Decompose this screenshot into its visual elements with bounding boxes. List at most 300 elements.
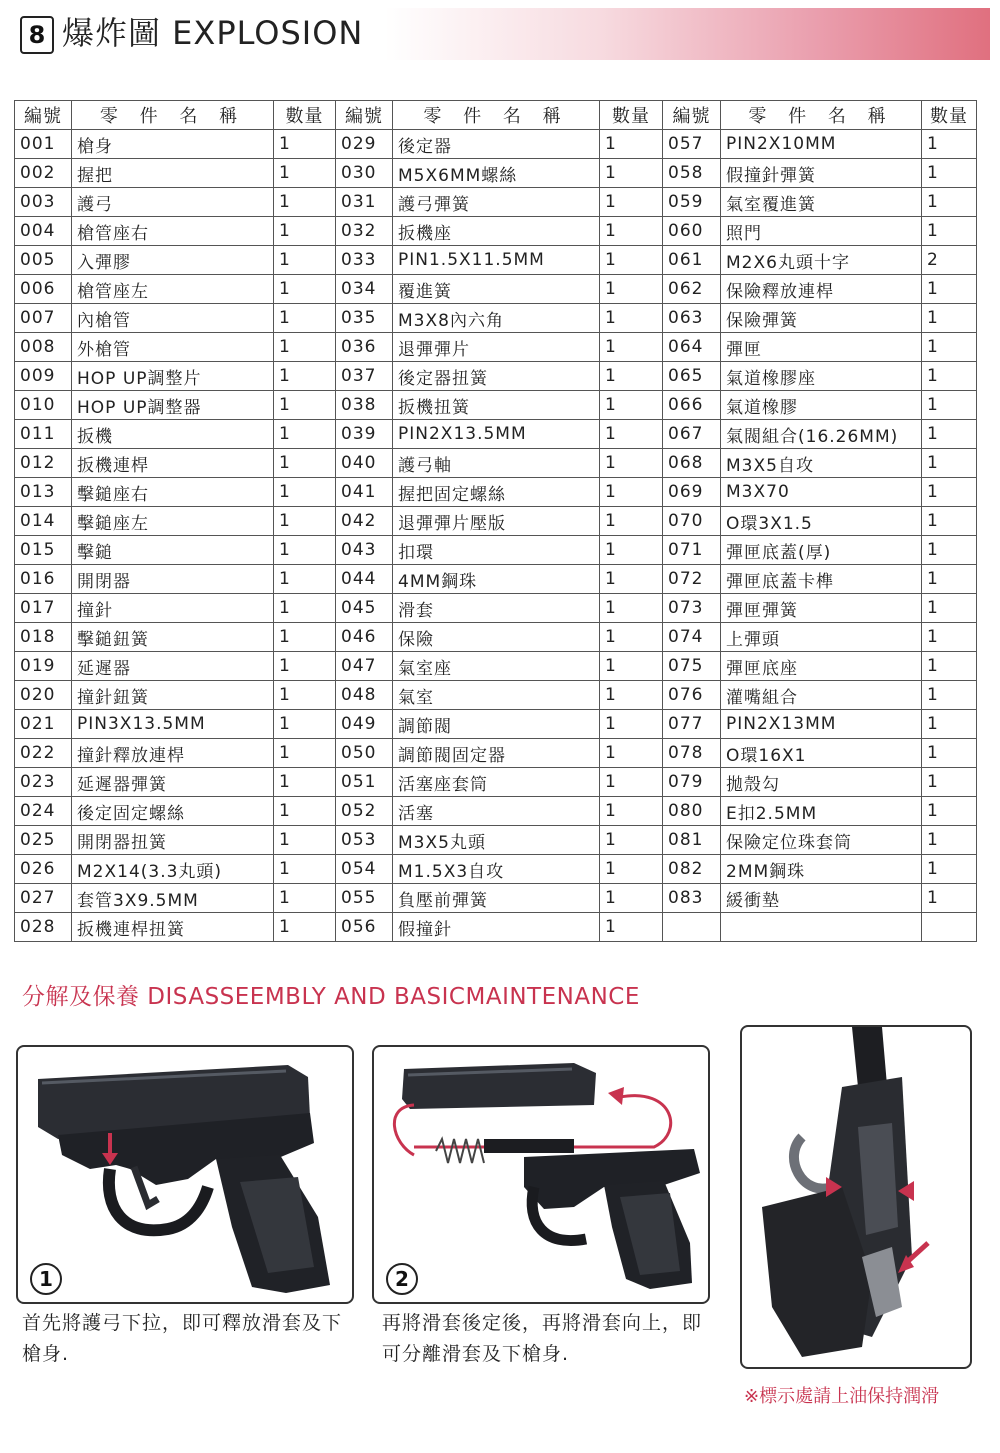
part-qty-cell: 1 <box>922 217 977 246</box>
part-no-cell: 080 <box>663 797 721 826</box>
table-row <box>15 536 977 565</box>
header-qty: 數量 <box>922 101 977 130</box>
table-row <box>15 188 977 217</box>
step-2-caption: 再將滑套後定後，再將滑套向上，即可分離滑套及下槍身. <box>382 1312 703 1365</box>
section-number-badge: 8 <box>20 16 54 54</box>
part-qty-cell: 1 <box>922 768 977 797</box>
part-qty-cell: 1 <box>600 652 663 681</box>
part-name-cell: PIN1.5X11.5MM <box>393 246 600 275</box>
header-no: 編號 <box>15 101 72 130</box>
part-qty-cell: 1 <box>922 507 977 536</box>
part-name-cell: PIN3X13.5MM <box>72 710 274 739</box>
part-qty-cell: 1 <box>274 362 336 391</box>
part-no-cell: 028 <box>15 913 72 942</box>
page-header <box>0 0 1000 66</box>
part-name-cell: 握把固定螺絲 <box>393 478 600 507</box>
part-name-cell: HOP UP調整片 <box>72 362 274 391</box>
part-name-cell: 槍身 <box>72 130 274 159</box>
part-qty-cell: 1 <box>600 710 663 739</box>
part-no-cell: 019 <box>15 652 72 681</box>
part-name-cell: 扳機座 <box>393 217 600 246</box>
table-row <box>15 478 977 507</box>
table-row <box>15 362 977 391</box>
part-no-cell: 009 <box>15 362 72 391</box>
part-no-cell: 002 <box>15 159 72 188</box>
part-no-cell: 027 <box>15 884 72 913</box>
table-row <box>15 217 977 246</box>
part-name-cell: 退彈彈片壓版 <box>393 507 600 536</box>
part-qty-cell: 1 <box>922 681 977 710</box>
part-qty-cell: 1 <box>274 710 336 739</box>
part-qty-cell: 1 <box>600 246 663 275</box>
part-qty-cell: 1 <box>274 478 336 507</box>
part-no-cell: 043 <box>336 536 393 565</box>
table-row <box>15 623 977 652</box>
part-qty-cell: 1 <box>922 188 977 217</box>
part-no-cell: 054 <box>336 855 393 884</box>
part-name-cell: 套管3X9.5MM <box>72 884 274 913</box>
part-name-cell: O環3X1.5 <box>721 507 922 536</box>
part-qty-cell: 1 <box>274 188 336 217</box>
table-header-row <box>15 101 977 130</box>
part-qty-cell: 1 <box>600 826 663 855</box>
part-no-cell: 036 <box>336 333 393 362</box>
part-name-cell: 扳機連桿 <box>72 449 274 478</box>
part-qty-cell: 1 <box>922 362 977 391</box>
part-qty-cell: 1 <box>600 623 663 652</box>
part-name-cell: 拋殼勾 <box>721 768 922 797</box>
part-qty-cell: 1 <box>274 130 336 159</box>
part-no-cell: 051 <box>336 768 393 797</box>
part-name-cell: 延遲器 <box>72 652 274 681</box>
part-name-cell: 氣道橡膠 <box>721 391 922 420</box>
header-qty: 數量 <box>600 101 663 130</box>
part-name-cell: 後定固定螺絲 <box>72 797 274 826</box>
part-name-cell: 護弓彈簧 <box>393 188 600 217</box>
part-no-cell: 068 <box>663 449 721 478</box>
part-no-cell: 045 <box>336 594 393 623</box>
part-qty-cell: 1 <box>274 565 336 594</box>
header-qty: 數量 <box>274 101 336 130</box>
part-no-cell: 023 <box>15 768 72 797</box>
part-name-cell: 擊鎚鈕簧 <box>72 623 274 652</box>
part-qty-cell: 1 <box>274 449 336 478</box>
part-qty-cell: 1 <box>274 913 336 942</box>
part-no-cell: 025 <box>15 826 72 855</box>
part-name-cell: 灌嘴組合 <box>721 681 922 710</box>
part-no-cell: 017 <box>15 594 72 623</box>
part-qty-cell: 1 <box>274 652 336 681</box>
part-no-cell: 075 <box>663 652 721 681</box>
part-name-cell: 後定器扭簧 <box>393 362 600 391</box>
part-no-cell: 022 <box>15 739 72 768</box>
part-no-cell: 073 <box>663 594 721 623</box>
part-name-cell: 滑套 <box>393 594 600 623</box>
part-name-cell: 照門 <box>721 217 922 246</box>
table-row <box>15 739 977 768</box>
lubrication-points-photo <box>740 1025 972 1369</box>
part-qty-cell <box>922 913 977 942</box>
part-no-cell: 078 <box>663 739 721 768</box>
part-no-cell: 004 <box>15 217 72 246</box>
part-qty-cell: 1 <box>274 623 336 652</box>
part-qty-cell: 1 <box>600 159 663 188</box>
part-name-cell: 保險定位珠套筒 <box>721 826 922 855</box>
part-qty-cell: 1 <box>600 536 663 565</box>
table-row <box>15 826 977 855</box>
part-qty-cell: 1 <box>274 536 336 565</box>
part-name-cell: 2MM鋼珠 <box>721 855 922 884</box>
part-no-cell: 035 <box>336 304 393 333</box>
part-name-cell: 護弓 <box>72 188 274 217</box>
table-row <box>15 507 977 536</box>
table-row <box>15 797 977 826</box>
part-name-cell: 彈匣底座 <box>721 652 922 681</box>
part-name-cell: 活塞 <box>393 797 600 826</box>
part-no-cell: 037 <box>336 362 393 391</box>
part-qty-cell: 1 <box>600 855 663 884</box>
part-qty-cell: 1 <box>922 565 977 594</box>
part-no-cell: 008 <box>15 333 72 362</box>
part-qty-cell: 1 <box>922 304 977 333</box>
part-qty-cell: 1 <box>922 710 977 739</box>
part-name-cell: 緩衝墊 <box>721 884 922 913</box>
part-no-cell: 048 <box>336 681 393 710</box>
part-no-cell: 055 <box>336 884 393 913</box>
step-2-photo <box>372 1045 710 1304</box>
part-no-cell: 042 <box>336 507 393 536</box>
part-name-cell: 氣室 <box>393 681 600 710</box>
part-qty-cell: 1 <box>922 420 977 449</box>
disassembly-title: 分解及保養 DISASSEEMBLY AND BASICMAINTENANCE <box>22 984 640 1010</box>
part-name-cell: 保險 <box>393 623 600 652</box>
part-qty-cell: 1 <box>922 739 977 768</box>
part-no-cell: 046 <box>336 623 393 652</box>
part-qty-cell: 1 <box>274 826 336 855</box>
lubrication-note: ※標示處請上油保持潤滑 <box>744 1386 940 1407</box>
part-no-cell: 059 <box>663 188 721 217</box>
part-no-cell: 029 <box>336 130 393 159</box>
section-title: 爆炸圖 EXPLOSION <box>62 14 364 52</box>
table-row <box>15 768 977 797</box>
table-row <box>15 420 977 449</box>
lubrication-illustration <box>742 1027 970 1367</box>
part-no-cell: 076 <box>663 681 721 710</box>
part-qty-cell: 1 <box>600 217 663 246</box>
part-name-cell: 氣室覆進簧 <box>721 188 922 217</box>
part-name-cell: O環16X1 <box>721 739 922 768</box>
table-row <box>15 449 977 478</box>
part-no-cell: 010 <box>15 391 72 420</box>
table-row <box>15 565 977 594</box>
part-no-cell: 047 <box>336 652 393 681</box>
part-qty-cell: 1 <box>600 130 663 159</box>
parts-table <box>14 100 977 942</box>
part-name-cell: M5X6MM螺絲 <box>393 159 600 188</box>
part-no-cell: 052 <box>336 797 393 826</box>
part-name-cell: 彈匣彈簧 <box>721 594 922 623</box>
part-no-cell: 041 <box>336 478 393 507</box>
part-no-cell: 082 <box>663 855 721 884</box>
table-row <box>15 594 977 623</box>
part-name-cell: 扣環 <box>393 536 600 565</box>
part-name-cell: M2X14(3.3丸頭) <box>72 855 274 884</box>
part-name-cell: 擊鎚 <box>72 536 274 565</box>
part-no-cell: 062 <box>663 275 721 304</box>
part-qty-cell: 1 <box>922 652 977 681</box>
part-name-cell: 擊鎚座左 <box>72 507 274 536</box>
part-name-cell: 內槍管 <box>72 304 274 333</box>
part-qty-cell: 1 <box>922 536 977 565</box>
part-qty-cell: 1 <box>274 391 336 420</box>
part-no-cell: 063 <box>663 304 721 333</box>
part-name-cell: 負壓前彈簧 <box>393 884 600 913</box>
part-name-cell: PIN2X13.5MM <box>393 420 600 449</box>
part-no-cell: 049 <box>336 710 393 739</box>
part-name-cell: 槍管座右 <box>72 217 274 246</box>
part-qty-cell: 1 <box>922 391 977 420</box>
part-no-cell: 015 <box>15 536 72 565</box>
table-row <box>15 304 977 333</box>
part-name-cell: 保險釋放連桿 <box>721 275 922 304</box>
part-qty-cell: 1 <box>274 420 336 449</box>
part-no-cell: 071 <box>663 536 721 565</box>
step-1-caption: 首先將護弓下拉，即可釋放滑套及下槍身. <box>22 1312 343 1365</box>
part-name-cell: 扳機扭簧 <box>393 391 600 420</box>
part-name-cell: 氣室座 <box>393 652 600 681</box>
part-qty-cell: 1 <box>600 739 663 768</box>
part-name-cell: 外槍管 <box>72 333 274 362</box>
part-no-cell: 020 <box>15 681 72 710</box>
part-name-cell: 延遲器彈簧 <box>72 768 274 797</box>
part-qty-cell: 1 <box>274 681 336 710</box>
part-name-cell: 氣道橡膠座 <box>721 362 922 391</box>
part-qty-cell: 1 <box>274 159 336 188</box>
part-name-cell: PIN2X13MM <box>721 710 922 739</box>
part-no-cell: 057 <box>663 130 721 159</box>
table-row <box>15 855 977 884</box>
part-no-cell: 074 <box>663 623 721 652</box>
part-qty-cell: 1 <box>922 594 977 623</box>
table-row <box>15 275 977 304</box>
part-name-cell: 上彈頭 <box>721 623 922 652</box>
part-qty-cell: 1 <box>600 478 663 507</box>
part-name-cell: 開閉器扭簧 <box>72 826 274 855</box>
part-name-cell: 假撞針 <box>393 913 600 942</box>
part-no-cell: 026 <box>15 855 72 884</box>
part-no-cell: 065 <box>663 362 721 391</box>
part-name-cell: M3X5自攻 <box>721 449 922 478</box>
part-no-cell: 072 <box>663 565 721 594</box>
part-no-cell: 044 <box>336 565 393 594</box>
part-no-cell: 066 <box>663 391 721 420</box>
part-no-cell: 056 <box>336 913 393 942</box>
part-name-cell: M3X5丸頭 <box>393 826 600 855</box>
part-name-cell: 4MM鋼珠 <box>393 565 600 594</box>
part-no-cell: 001 <box>15 130 72 159</box>
part-no-cell: 040 <box>336 449 393 478</box>
table-row <box>15 710 977 739</box>
part-qty-cell: 1 <box>274 217 336 246</box>
part-no-cell: 006 <box>15 275 72 304</box>
header-no: 編號 <box>663 101 721 130</box>
part-no-cell: 032 <box>336 217 393 246</box>
part-qty-cell: 1 <box>600 681 663 710</box>
parts-table-body <box>15 130 977 942</box>
part-qty-cell: 1 <box>600 304 663 333</box>
part-no-cell: 033 <box>336 246 393 275</box>
part-name-cell: 彈匣 <box>721 333 922 362</box>
part-no-cell: 061 <box>663 246 721 275</box>
part-name-cell: 扳機連桿扭簧 <box>72 913 274 942</box>
part-name-cell: 入彈膠 <box>72 246 274 275</box>
part-qty-cell: 1 <box>274 275 336 304</box>
table-row <box>15 246 977 275</box>
part-name-cell: 彈匣底蓋卡榫 <box>721 565 922 594</box>
part-qty-cell: 1 <box>600 507 663 536</box>
header-name: 零 件 名 稱 <box>72 101 274 130</box>
part-qty-cell: 1 <box>922 884 977 913</box>
header-name: 零 件 名 稱 <box>393 101 600 130</box>
header-no: 編號 <box>336 101 393 130</box>
pistol-illustration-1 <box>18 1047 352 1302</box>
part-no-cell: 079 <box>663 768 721 797</box>
part-name-cell: 調節閥固定器 <box>393 739 600 768</box>
part-name-cell: 握把 <box>72 159 274 188</box>
part-no-cell: 081 <box>663 826 721 855</box>
part-qty-cell: 1 <box>274 507 336 536</box>
part-name-cell: 護弓軸 <box>393 449 600 478</box>
part-no-cell: 039 <box>336 420 393 449</box>
part-qty-cell: 1 <box>600 275 663 304</box>
part-no-cell: 058 <box>663 159 721 188</box>
part-qty-cell: 1 <box>274 304 336 333</box>
pistol-illustration-2 <box>374 1047 708 1302</box>
part-qty-cell: 1 <box>922 275 977 304</box>
part-qty-cell: 1 <box>922 333 977 362</box>
part-name-cell: 撞針鈕簧 <box>72 681 274 710</box>
part-qty-cell: 1 <box>600 362 663 391</box>
part-qty-cell: 1 <box>600 449 663 478</box>
part-name-cell: 假撞針彈簧 <box>721 159 922 188</box>
part-qty-cell: 1 <box>600 188 663 217</box>
part-no-cell: 003 <box>15 188 72 217</box>
part-no-cell: 018 <box>15 623 72 652</box>
part-name-cell: 擊鎚座右 <box>72 478 274 507</box>
part-no-cell: 064 <box>663 333 721 362</box>
part-name-cell: 撞針 <box>72 594 274 623</box>
header-name: 零 件 名 稱 <box>721 101 922 130</box>
part-name-cell: 後定器 <box>393 130 600 159</box>
part-no-cell: 007 <box>15 304 72 333</box>
part-name-cell: 撞針釋放連桿 <box>72 739 274 768</box>
table-row <box>15 681 977 710</box>
part-qty-cell: 1 <box>274 884 336 913</box>
part-no-cell: 069 <box>663 478 721 507</box>
part-name-cell: 調節閥 <box>393 710 600 739</box>
part-no-cell: 024 <box>15 797 72 826</box>
part-qty-cell: 1 <box>922 855 977 884</box>
part-qty-cell: 1 <box>922 159 977 188</box>
part-qty-cell: 1 <box>274 739 336 768</box>
part-name-cell: 彈匣底蓋(厚) <box>721 536 922 565</box>
part-name-cell: M3X8內六角 <box>393 304 600 333</box>
part-name-cell: 扳機 <box>72 420 274 449</box>
part-name-cell: 氣閥組合(16.26MM) <box>721 420 922 449</box>
part-qty-cell: 1 <box>600 391 663 420</box>
part-qty-cell: 1 <box>600 797 663 826</box>
part-qty-cell: 1 <box>274 246 336 275</box>
part-name-cell: M2X6丸頭十字 <box>721 246 922 275</box>
part-no-cell: 030 <box>336 159 393 188</box>
part-name-cell: M1.5X3自攻 <box>393 855 600 884</box>
part-name-cell: HOP UP調整器 <box>72 391 274 420</box>
part-no-cell: 038 <box>336 391 393 420</box>
part-name-cell: 保險彈簧 <box>721 304 922 333</box>
part-name-cell: PIN2X10MM <box>721 130 922 159</box>
part-no-cell: 021 <box>15 710 72 739</box>
table-row <box>15 913 977 942</box>
part-qty-cell: 1 <box>922 797 977 826</box>
part-no-cell: 034 <box>336 275 393 304</box>
part-no-cell: 067 <box>663 420 721 449</box>
table-row <box>15 130 977 159</box>
part-name-cell: 覆進簧 <box>393 275 600 304</box>
part-name-cell: 槍管座左 <box>72 275 274 304</box>
part-qty-cell: 1 <box>922 449 977 478</box>
part-qty-cell: 2 <box>922 246 977 275</box>
step-1-number: 1 <box>30 1263 62 1295</box>
step-2-number: 2 <box>386 1263 418 1295</box>
part-no-cell: 012 <box>15 449 72 478</box>
part-no-cell: 060 <box>663 217 721 246</box>
part-qty-cell: 1 <box>922 826 977 855</box>
part-qty-cell: 1 <box>274 333 336 362</box>
part-no-cell: 011 <box>15 420 72 449</box>
part-no-cell: 013 <box>15 478 72 507</box>
part-qty-cell: 1 <box>274 768 336 797</box>
part-name-cell: 退彈彈片 <box>393 333 600 362</box>
part-no-cell: 005 <box>15 246 72 275</box>
part-no-cell: 083 <box>663 884 721 913</box>
part-name-cell: M3X70 <box>721 478 922 507</box>
part-qty-cell: 1 <box>274 855 336 884</box>
part-qty-cell: 1 <box>922 130 977 159</box>
part-no-cell: 077 <box>663 710 721 739</box>
part-qty-cell: 1 <box>274 594 336 623</box>
part-no-cell: 050 <box>336 739 393 768</box>
part-qty-cell: 1 <box>600 420 663 449</box>
part-no-cell: 031 <box>336 188 393 217</box>
part-no-cell <box>663 913 721 942</box>
step-1-photo <box>16 1045 354 1304</box>
part-qty-cell: 1 <box>600 565 663 594</box>
part-name-cell: 活塞座套筒 <box>393 768 600 797</box>
part-name-cell: E扣2.5MM <box>721 797 922 826</box>
part-no-cell: 016 <box>15 565 72 594</box>
table-row <box>15 159 977 188</box>
part-qty-cell: 1 <box>922 623 977 652</box>
table-row <box>15 884 977 913</box>
part-qty-cell: 1 <box>600 913 663 942</box>
part-qty-cell: 1 <box>922 478 977 507</box>
part-qty-cell: 1 <box>600 884 663 913</box>
part-no-cell: 053 <box>336 826 393 855</box>
part-qty-cell: 1 <box>274 797 336 826</box>
table-row <box>15 333 977 362</box>
table-row <box>15 652 977 681</box>
part-qty-cell: 1 <box>600 768 663 797</box>
